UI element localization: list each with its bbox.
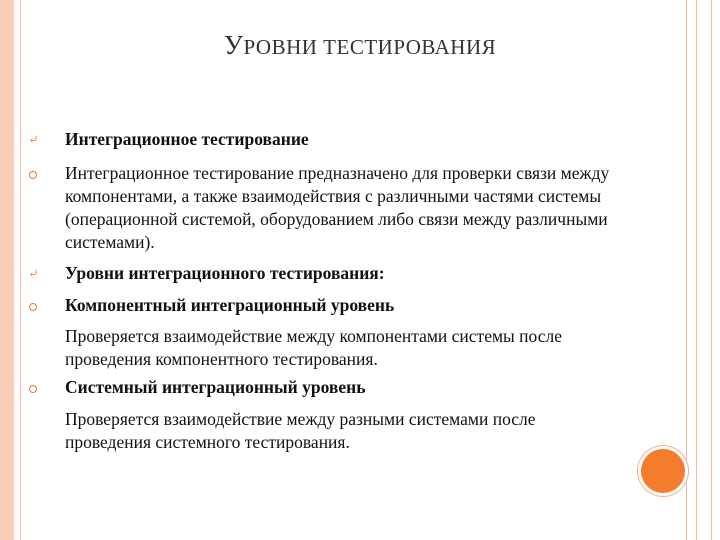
- paragraph-integration-definition: Интеграционное тестирование предназначено для проверки связи между компонентами, а также взаимодействия с различными частями системы (операционной системой, оборудованием либо связи между различными системами).: [65, 163, 610, 252]
- circle-bullet-icon: [29, 385, 37, 393]
- right-decorative-rule: [711, 0, 712, 540]
- paragraph-system-level: Проверяется взаимодействие между разными системами после проведения системного тестирования.: [65, 409, 536, 452]
- heading-component-level: Компонентный интеграционный уровень: [65, 295, 395, 315]
- circle-bullet-icon: [29, 303, 37, 311]
- left-decorative-rule: [20, 0, 21, 540]
- heading-integration-testing: Интеграционное тестирование: [65, 129, 309, 149]
- circle-bullet-icon: [29, 171, 37, 179]
- curved-arrow-icon: ⤶: [28, 267, 39, 282]
- right-decorative-rule: [696, 0, 697, 540]
- slide-title: [0, 30, 720, 61]
- title-rest: РОВНИ ТЕСТИРОВАНИЯ: [243, 35, 497, 59]
- title-first-letter: У: [223, 30, 244, 60]
- left-decorative-bar: [0, 0, 14, 540]
- orange-circle-decoration: [641, 449, 685, 493]
- heading-integration-levels: Уровни интеграционного тестирования:: [65, 263, 385, 283]
- heading-system-level: Системный интеграционный уровень: [65, 377, 366, 397]
- curved-arrow-icon: ⤶: [28, 133, 39, 148]
- right-decorative-rule: [686, 0, 687, 540]
- paragraph-component-level: Проверяется взаимодействие между компонентами системы после проведения компонентного тестирования.: [65, 326, 562, 369]
